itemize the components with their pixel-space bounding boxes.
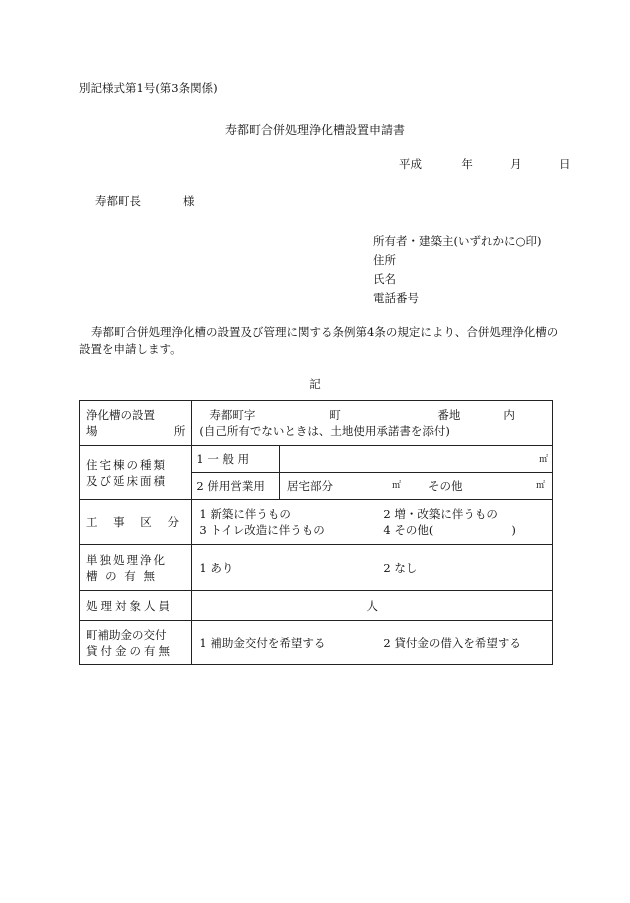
construction-opt-other[interactable]: [383, 522, 515, 538]
table-row-construction: [80, 500, 553, 545]
persons-label: [80, 591, 192, 621]
location-label: [80, 401, 192, 446]
date-era: 平成: [399, 157, 422, 171]
unit-sqm: ㎡: [538, 455, 548, 465]
single-tank-label: [80, 545, 192, 591]
date-line: [399, 156, 570, 172]
location-field[interactable]: [192, 401, 553, 446]
construction-opt-other-close: ): [511, 523, 516, 537]
construction-opt-new[interactable]: 1 新築に伴うもの: [199, 507, 291, 521]
subsidy-label-line1: 町補助金の交付: [86, 627, 167, 642]
construction-label-text: 工 事 区 分: [86, 515, 185, 529]
construction-opt-other-label: 4 その他(: [383, 523, 434, 537]
table-row-building-1: [80, 446, 553, 473]
single-tank-label-line1: 単独処理浄化: [86, 552, 167, 567]
table-row-subsidy: [80, 621, 553, 665]
table-row-persons: [80, 591, 553, 621]
general-area-field[interactable]: [279, 446, 552, 473]
subsidy-options: [192, 621, 553, 665]
single-tank-label-line2: 槽 の 有 無: [86, 568, 157, 583]
location-uchi: 内: [503, 408, 515, 422]
single-tank-opt-no[interactable]: 2 なし: [383, 560, 418, 575]
location-banchi: 番地: [437, 408, 461, 422]
construction-opt-toilet[interactable]: 3 トイレ改造に伴うもの: [199, 523, 325, 537]
building-label-line2: 及び延床面積: [86, 473, 167, 488]
subsidy-label: [80, 621, 192, 665]
building-opt-mixed[interactable]: 2 併用営業用: [192, 473, 280, 500]
applicant-block: [373, 232, 542, 308]
ki-heading: 記: [309, 377, 321, 391]
other-label: その他: [427, 479, 463, 493]
date-year: 年: [461, 157, 473, 171]
location-prefix: 寿都町字: [209, 408, 256, 422]
building-opt-general[interactable]: 1 一 般 用: [192, 446, 280, 473]
table-row-single-tank: [80, 545, 553, 591]
document-title: 寿都町合併処理浄化槽設置申請書: [224, 123, 405, 137]
subsidy-opt-grant[interactable]: 1 補助金交付を希望する: [199, 635, 326, 650]
applicant-name-label: 氏名: [373, 272, 396, 286]
residential-unit: ㎡: [391, 481, 401, 491]
persons-field[interactable]: [192, 591, 553, 621]
application-statement: 寿都町合併処理浄化槽の設置及び管理に関する条例第4条の規定により、合併処理浄化槽の設置を申請します。: [79, 325, 559, 356]
construction-label: [80, 500, 192, 545]
location-label-line2a: 場: [86, 424, 98, 438]
construction-opt-extension[interactable]: 2 増・改築に伴うもの: [383, 507, 498, 521]
date-day: 日: [558, 157, 571, 171]
other-unit: ㎡: [535, 481, 545, 491]
addressee-name: 寿都町長: [95, 194, 141, 208]
date-month: 月: [510, 157, 522, 171]
subsidy-opt-loan[interactable]: 2 貸付金の借入を希望する: [383, 635, 521, 650]
residential-label: 居宅部分: [286, 479, 333, 493]
construction-options: [192, 500, 553, 545]
single-tank-opt-yes[interactable]: 1 あり: [199, 560, 234, 575]
table-row-location: [80, 401, 553, 446]
form-number: 別記様式第1号(第3条関係): [79, 81, 218, 95]
addressee-honorific: 様: [183, 194, 195, 208]
applicant-address-label: 住所: [373, 253, 396, 267]
building-label-line1: 住宅棟の種類: [86, 457, 167, 472]
single-tank-options: [192, 545, 553, 591]
addressee: [95, 193, 195, 209]
applicant-phone-label: 電話番号: [373, 291, 419, 305]
location-town: 町: [329, 408, 341, 422]
application-table: [79, 400, 553, 665]
persons-label-text: 処理対象人員: [86, 598, 173, 613]
building-label: [80, 446, 192, 500]
subsidy-label-line2: 貸付金の有無: [86, 643, 173, 658]
location-label-line1: 浄化槽の設置: [86, 408, 155, 422]
applicant-role: 所有者・建築主(いずれかに○印): [373, 234, 542, 248]
location-note: (自己所有でないときは、土地使用承諾書を添付): [199, 424, 450, 438]
persons-unit: 人: [366, 598, 378, 613]
location-label-line2b: 所: [173, 424, 186, 438]
mixed-area-field[interactable]: [279, 473, 552, 500]
